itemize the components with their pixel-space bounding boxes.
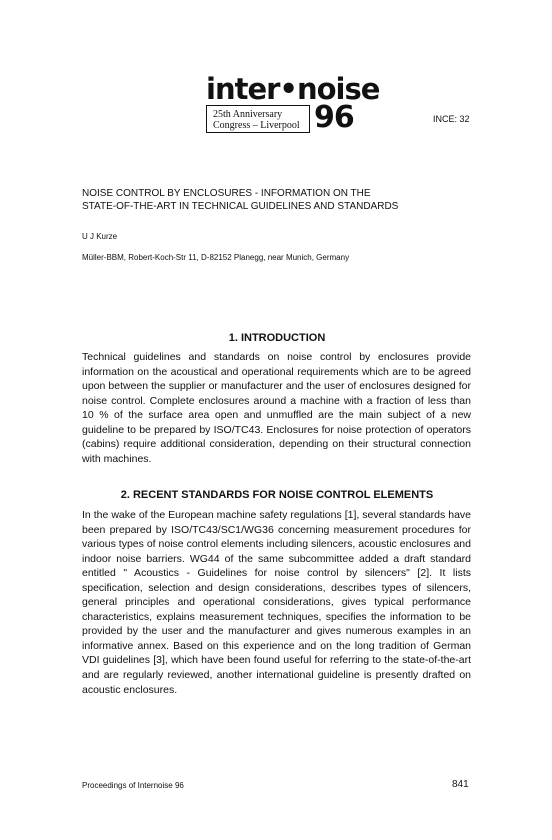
paper-author: U J Kurze: [82, 232, 118, 241]
ince-code: INCE: 32: [433, 114, 470, 124]
logo-line-1: 25th Anniversary: [213, 109, 283, 120]
paper-title-line-2: STATE-OF-THE-ART IN TECHNICAL GUIDELINES AND STANDARDS: [82, 201, 399, 212]
logo-year: 96: [314, 100, 354, 135]
logo-title: inter•noise: [206, 72, 380, 106]
section-body-introduction: Technical guidelines and standards on noise control by enclosures provide information on the acoustical and operational requirements which are to be agreed upon between the supplier or manufacturer and the user of enclosures designed for noise control. Complete enclosures around a machine with a fraction of less than 10 % of the surface area open and unmuffled are the main subject of a new guideline to be prepared by ISO/TC43. Enclosures for noise protection of operators (cabins) require additional consideration, depending on their structural connection with machines.: [82, 351, 471, 465]
footer-proceedings: Proceedings of Internoise 96: [82, 781, 184, 790]
page-number: 841: [452, 779, 469, 790]
paper-affiliation: Müller-BBM, Robert-Koch-Str 11, D-82152 Planegg, near Munich, Germany: [82, 253, 350, 262]
conference-logo: [206, 72, 380, 136]
section-heading-recent-standards: 2. RECENT STANDARDS FOR NOISE CONTROL ELEMENTS: [120, 489, 434, 501]
paper-title: [82, 187, 398, 213]
section-heading-introduction: 1. INTRODUCTION: [228, 332, 326, 344]
section-body-recent-standards: In the wake of the European machine safety regulations [1], several standards have been prepared by ISO/TC43/SC1/WG36 concerning measurement procedures for various types of noise control elements including silencers, acoustic enclosures and indoor noise barriers. WG44 of the same subcommittee added a draft standard entitled " Acoustics - Guidelines for noise control by silencers" [2]. It lists specification, selection and design considerations, describes types of silencers, general principles and operational considerations, gives typical performance characteristics, explains measurement techniques, specifies the information to be provided by the user and the manufacturer and gives numerous examples in an informative annex. Based on this experience and on the long tradition of German VDI guidelines [3], which have been found useful for referring to the state-of-the-art and are regularly reviewed, another international guideline is presently drafted on acoustic enclosures.: [82, 509, 471, 696]
logo-line-2: Congress – Liverpool: [213, 120, 300, 131]
paper-title-line-1: NOISE CONTROL BY ENCLOSURES - INFORMATION ON THE: [82, 188, 371, 199]
logo-anniversary-box: [206, 105, 310, 133]
